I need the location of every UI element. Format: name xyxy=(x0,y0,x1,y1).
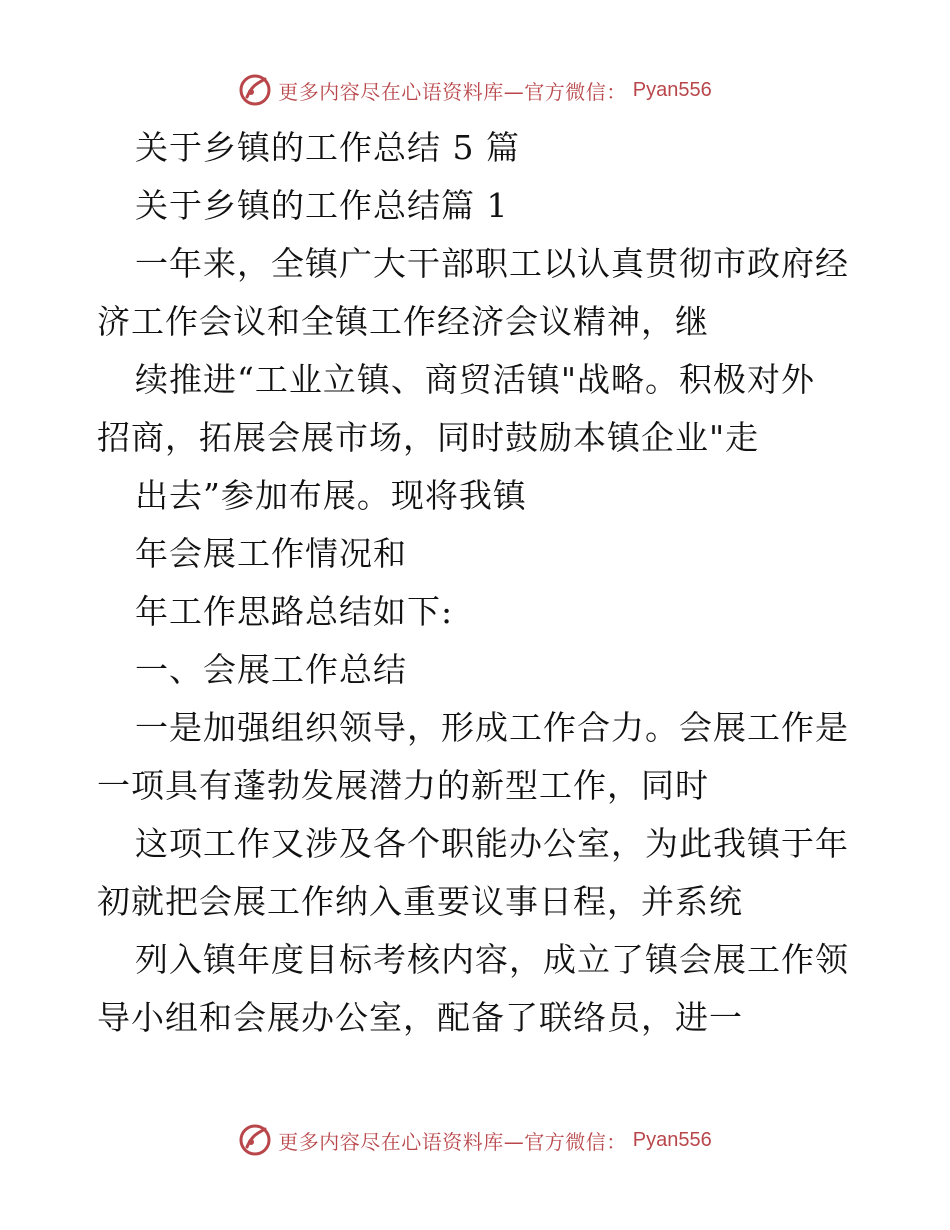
watermark-text: 更多内容尽在心语资料库—官方微信： xyxy=(278,79,627,104)
watermark-wechat-id: Pyan556 xyxy=(632,78,712,101)
paragraph-line: 续推进“工业立镇、商贸活镇"战略。积极对外 xyxy=(135,360,816,399)
footer-watermark xyxy=(0,1120,950,1160)
watermark-wechat-id: Pyan556 xyxy=(632,1128,712,1151)
paragraph-line: 初就把会展工作纳入重要议事日程，并系统 xyxy=(97,882,743,921)
subsection-heading: 一、会展工作总结 xyxy=(135,650,407,689)
paragraph-line: 一项具有蓬勃发展潜力的新型工作，同时 xyxy=(97,766,709,805)
paragraph-line: 出去”参加布展。现将我镇 xyxy=(135,476,527,515)
brush-seal-icon xyxy=(238,1123,272,1157)
paragraph-line: 一是加强组织领导，形成工作合力。会展工作是 xyxy=(135,708,849,747)
paragraph-line: 年工作思路总结如下: xyxy=(135,592,454,631)
paragraph-line: 导小组和会展办公室，配备了联络员，进一 xyxy=(97,998,743,1037)
paragraph-line: 济工作会议和全镇工作经济会议精神，继 xyxy=(97,302,709,341)
paragraph-line: 一年来，全镇广大干部职工以认真贯彻市政府经 xyxy=(135,244,849,283)
brush-seal-icon xyxy=(238,73,272,107)
paragraph-line: 年会展工作情况和 xyxy=(135,534,407,573)
section-heading: 关于乡镇的工作总结篇 1 xyxy=(135,186,509,225)
watermark-text: 更多内容尽在心语资料库—官方微信： xyxy=(278,1129,627,1154)
header-watermark xyxy=(0,70,950,110)
paragraph-line: 招商，拓展会展市场，同时鼓励本镇企业"走 xyxy=(97,418,760,457)
paragraph-line: 列入镇年度目标考核内容，成立了镇会展工作领 xyxy=(135,940,849,979)
document-title: 关于乡镇的工作总结 5 篇 xyxy=(135,128,520,167)
paragraph-line: 这项工作又涉及各个职能办公室，为此我镇于年 xyxy=(135,824,849,863)
